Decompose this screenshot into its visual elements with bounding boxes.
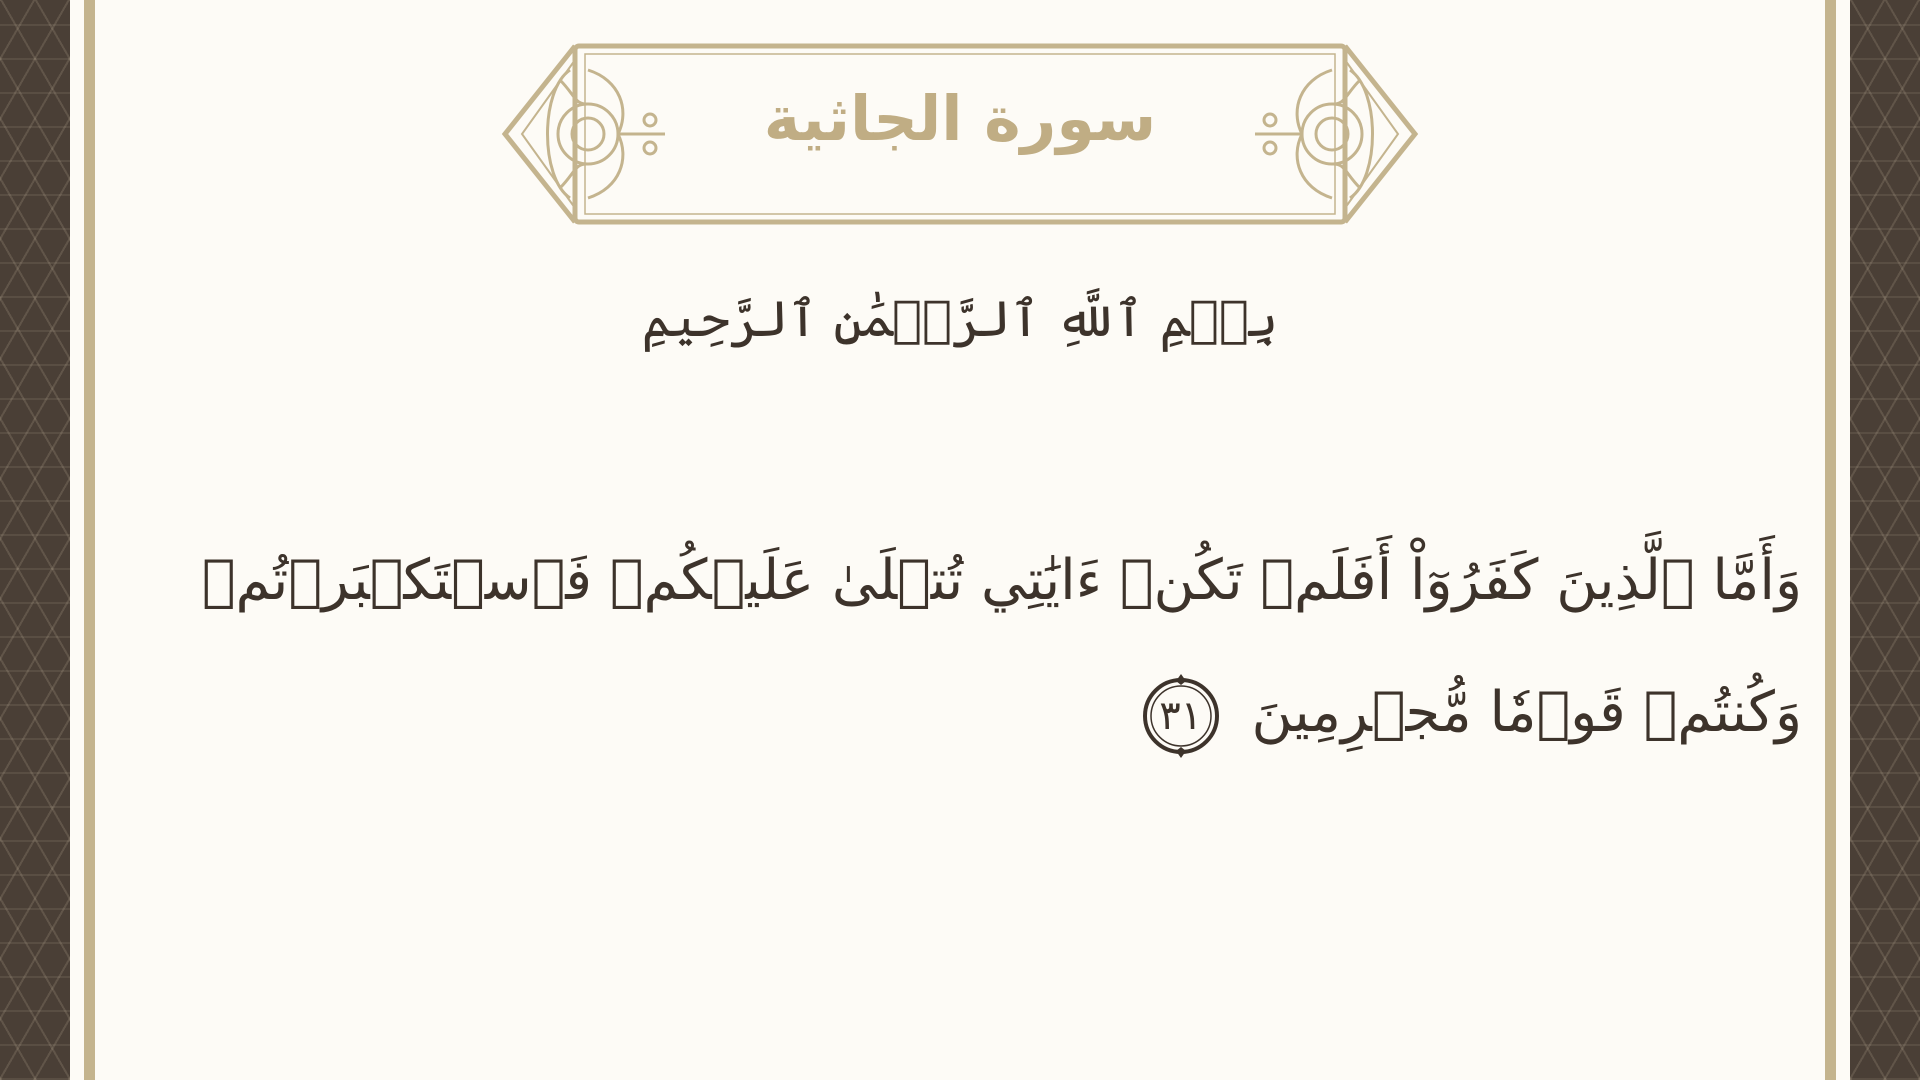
right-gold-rule [1825,0,1836,1080]
verse-text [201,515,1802,779]
right-patterned-border [1850,0,1920,1080]
verse-line-2-text: وَكُنتُمۡ قَوۡمٗا مُّجۡرِمِينَ [1251,680,1802,745]
left-patterned-border [0,0,70,1080]
left-gold-rule [84,0,95,1080]
ayah-number-marker [1138,673,1224,759]
verse-line-2 [422,647,1802,779]
ayah-number: ٣١ [1159,692,1203,739]
basmala-text: بِسۡمِ ٱللَّهِ ٱلرَّحۡمَٰنِ ٱلرَّحِيمِ [641,290,1279,348]
verse-line-1: وَأَمَّا ٱلَّذِينَ كَفَرُوٓاْ أَفَلَمۡ تَكُنۡ ءَايَٰتِي تُتۡلَىٰ عَلَيۡكُمۡ فَٱسۡتَكۡبَرۡتُمۡ [201,548,1802,613]
surah-title-frame [500,40,1420,230]
surah-title: سورة الجاثية [763,82,1157,155]
